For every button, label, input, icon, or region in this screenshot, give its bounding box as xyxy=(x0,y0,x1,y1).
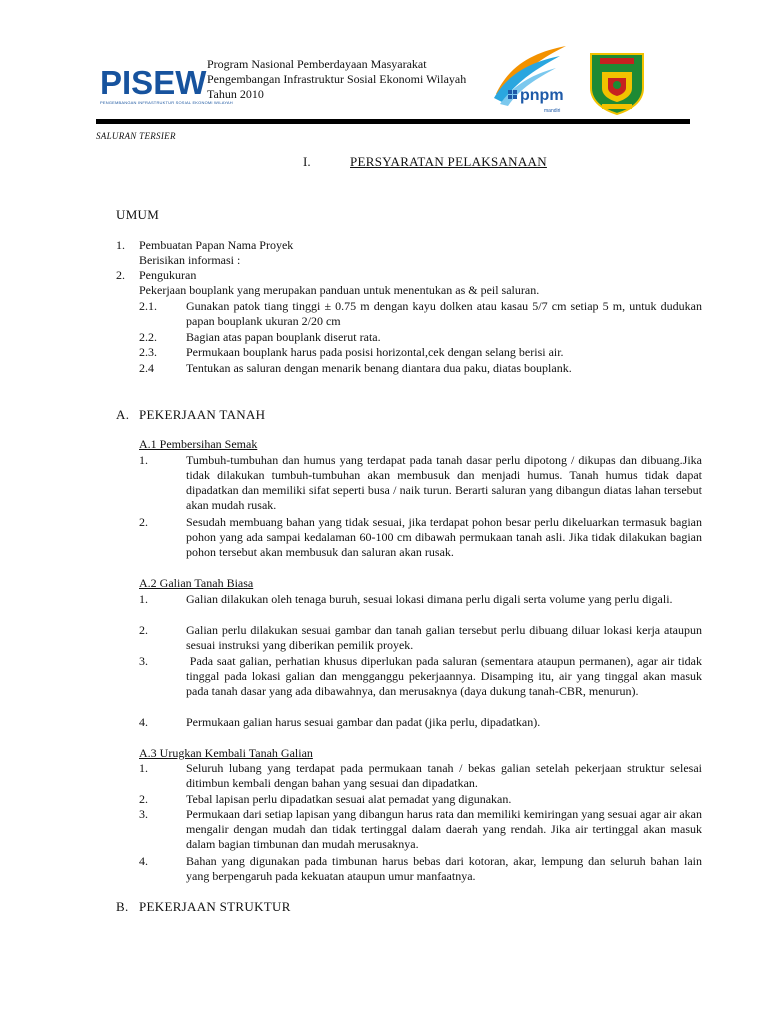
list-item-text: Tumbuh-tumbuhan dan humus yang terdapat pada tanah dasar perlu dipotong / dikupas dan dibuang.Jika tidak dilakukan tumbuh-tumbuhan akan membusuk dan menjadi humus. Tanah humus tidak dapat dipadatkan dan memiliki sifat seperti busa / naik turun. Berarti saluran yang dibangun diatas lahan tersebut akan mudah rusak. xyxy=(186,453,702,512)
pnpm-logo xyxy=(490,44,570,114)
list-item-number: 2. xyxy=(139,792,148,806)
list-item-number: 3. xyxy=(139,807,148,821)
subsection-a3-title: A.3 Urugkan Kembali Tanah Galian xyxy=(139,746,313,760)
subitem-number: 2.4 xyxy=(139,361,154,375)
header-line-2: Pengembangan Infrastruktur Sosial Ekonomi Wilayah xyxy=(207,72,467,86)
list-item-number: 2. xyxy=(139,623,148,637)
header-line-1: Program Nasional Pemberdayaan Masyarakat xyxy=(207,57,427,71)
list-item-text: Permukaan dari setiap lapisan yang dibangun harus rata dan memiliki kemiringan yang sesuai agar air akan mengalir dengan mudah dan tidak tertinggal dalam daerah yang rendah. Jika air tertinggal akan masuk dalam bagian timbunan dan mudah merusaknya. xyxy=(186,807,702,851)
list-item-number: 1. xyxy=(139,453,148,467)
subitem-text: Bagian atas papan bouplank diserut rata. xyxy=(186,330,381,344)
umum-item-2-title: Pengukuran xyxy=(139,268,197,282)
subitem-text: Permukaan bouplank harus pada posisi horizontal,cek dengan selang berisi air. xyxy=(186,345,564,359)
list-item-number: 4. xyxy=(139,715,148,729)
page-title: PERSYARATAN PELAKSANAAN xyxy=(350,154,547,169)
section-b-heading: PEKERJAAN STRUKTUR xyxy=(139,899,291,914)
list-item-text: Permukaan galian harus sesuai gambar dan padat (jika perlu, dipadatkan). xyxy=(186,715,541,729)
list-item-number: 1. xyxy=(139,761,148,775)
list-item-text: Galian perlu dilakukan sesuai gambar dan tanah galian tersebut perlu dibuang diluar lokasi kerja ataupun sesuai instruksi yang diberikan pemilik proyek. xyxy=(186,623,702,652)
list-item-text: Tebal lapisan perlu dipadatkan sesuai alat pemadat yang digunakan. xyxy=(186,792,512,806)
list-item-text: Seluruh lubang yang terdapat pada permukaan tanah / bekas galian setelah pekerjaan struktur selesai ditimbun kembali dengan bahan yang sesuai dan dipadatkan. xyxy=(186,761,702,790)
list-item-number: 2. xyxy=(139,515,148,529)
subsection-a2-title: A.2 Galian Tanah Biasa xyxy=(139,576,254,590)
pnpm-logo-subtext: mandiri xyxy=(544,108,561,114)
section-b-number: B. xyxy=(116,899,129,914)
header-line-3: Tahun 2010 xyxy=(207,87,264,101)
subitem-number: 2.3. xyxy=(139,345,157,359)
subitem-number: 2.1. xyxy=(139,299,157,313)
umum-item-2-body: Pekerjaan bouplank yang merupakan panduan untuk menentukan as & peil saluran. xyxy=(139,283,540,297)
umum-item-1-body: Berisikan informasi : xyxy=(139,253,241,267)
section-a-heading: PEKERJAAN TANAH xyxy=(139,407,266,422)
title-number: I. xyxy=(303,154,311,169)
subitem-number: 2.2. xyxy=(139,330,157,344)
list-item-number: 4. xyxy=(139,854,148,868)
pnpm-logo-text: pnpm xyxy=(520,87,564,104)
header-program-text xyxy=(207,57,466,102)
pisew-logo xyxy=(100,64,233,112)
section-a-number: A. xyxy=(116,407,130,422)
pisew-logo-subtext: PENGEMBANGAN INFRASTRUKTUR SOSIAL EKONOMI WILAYAH xyxy=(100,100,233,105)
subitem-text: Gunakan patok tiang tinggi ± 0.75 m dengan kayu dolken atau kasau 5/7 cm setiap 5 m, untuk dudukan papan bouplank ukuran 2/20 cm xyxy=(186,299,702,328)
header-rule xyxy=(96,119,690,124)
umum-heading: UMUM xyxy=(116,207,160,222)
list-item-number: 1. xyxy=(139,592,148,606)
list-item-text: Sesudah membuang bahan yang tidak sesuai, jika terdapat pohon besar perlu dikeluarkan termasuk bagian pohon yang ada sampai kedalaman 60-100 cm dibawah permukaan tanah asli. Jika tidak dilakukan bagian pohon tersebut akan membusuk dan saluran akan rusak. xyxy=(186,515,702,559)
list-item-text: Pada saat galian, perhatian khusus diperlukan pada saluran (sementara ataupun permanen), agar air tidak tinggal pada lokasi galian dan mengganggu pekerjaannya. Disamping itu, air yang tinggal akan masuk pada tanah dasar yang ada dibawahnya, dan merusaknya (daya dukung tanah-CBR, menurun). xyxy=(186,654,705,698)
regional-shield-emblem-icon xyxy=(588,50,646,116)
subsection-a1-title: A.1 Pembersihan Semak xyxy=(139,437,258,451)
pisew-logo-text: PISEW xyxy=(100,64,207,101)
list-item-text: Bahan yang digunakan pada timbunan harus bebas dari kotoran, akar, lempung dan seluruh bahan lain yang berpengaruh pada kekuatan ataupun umur manfaatnya. xyxy=(186,854,702,883)
subitem-text: Tentukan as saluran dengan menarik benang diantara dua paku, diatas bouplank. xyxy=(186,361,572,375)
regional-emblem-logo xyxy=(588,50,646,116)
section-tag: SALURAN TERSIER xyxy=(96,131,176,141)
umum-item-1-number: 1. xyxy=(116,238,125,252)
umum-item-2-number: 2. xyxy=(116,268,125,282)
list-item-text: Galian dilakukan oleh tenaga buruh, sesuai lokasi dimana perlu digali serta volume yang perlu digali. xyxy=(186,592,673,606)
list-item-number: 3. xyxy=(139,654,148,668)
umum-item-1-title: Pembuatan Papan Nama Proyek xyxy=(139,238,294,252)
